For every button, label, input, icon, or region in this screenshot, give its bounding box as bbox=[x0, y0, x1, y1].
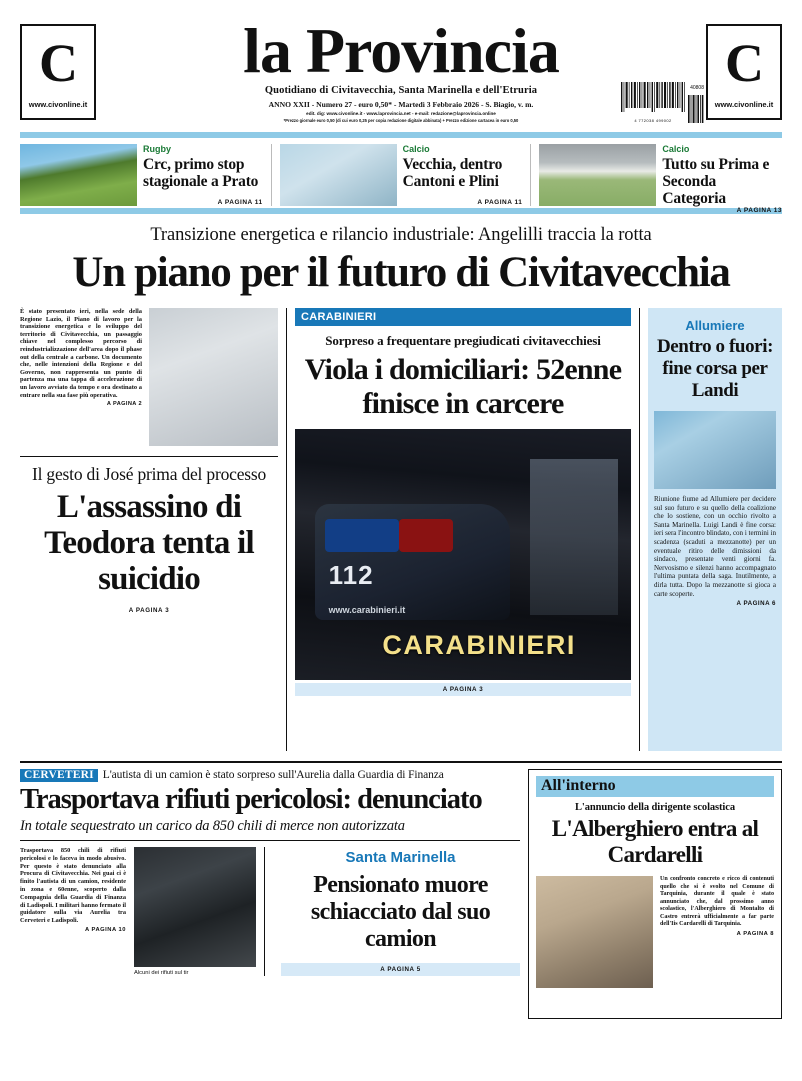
bottom-center-headline[interactable]: Pensionato muore schiacciato dal suo camion bbox=[310, 872, 491, 952]
center-photo-body-text: CARABINIERI bbox=[382, 629, 576, 660]
teaser-rugby[interactable] bbox=[20, 144, 263, 206]
cerveteri-tag: CERVETERI bbox=[20, 769, 98, 782]
police-light-bar bbox=[325, 519, 399, 552]
teaser-photo-rugby bbox=[20, 144, 137, 206]
lead-headline[interactable]: Un piano per il futuro di Civitavecchia bbox=[72, 249, 730, 296]
page-title: la Provincia bbox=[243, 15, 559, 86]
column-left bbox=[20, 308, 278, 751]
center-photo-112-text: 112 bbox=[328, 559, 374, 590]
logo-left[interactable] bbox=[20, 24, 96, 120]
bottom-left-body-copy: Trasportava 850 chili di rifiuti pericolosi e lo faceva in modo abusivo. Per questo è stato denunciato alla Procura di Civitavecchia. Nei guai ci è finito l'autista di un camion, residente in zona e 60enne, scoperto dalla Compagnia della Guardia di Finanza di Ladispoli. I militari hanno fermato il guidatore sulla via Aurelia tra Cerveteri e Ladispoli. bbox=[20, 847, 126, 925]
secondary-occhiello: Il gesto di José prima del processo bbox=[31, 464, 267, 484]
cerveteri-summary-line bbox=[20, 769, 520, 782]
center-headline[interactable]: Viola i domiciliari: 52enne finisce in carcere bbox=[304, 353, 622, 420]
bottom-left-vertical-rule bbox=[264, 847, 265, 976]
bottom-center-page-ref: A PAGINA 5 bbox=[281, 963, 520, 976]
teaser-title: Tutto su Prima e Seconda Categoria bbox=[662, 156, 770, 207]
barcode-supplement-number: 40808 bbox=[690, 85, 704, 91]
teaser-calcio-vecchia[interactable] bbox=[280, 144, 523, 206]
bottom-divider-rule bbox=[20, 761, 782, 763]
right-body-copy: Riunione fiume ad Allumiere per decidere sul suo futuro e su quello della coalizione che lo sostiene, con un occhio rivolto a Santa Marinella. Luigi Landi è fine corsa: ieri sera l'incontro blindato, con i termini in scadenza (scaduti a mezzanotte) per un eventuale ritiro delle dimissioni da sindaco, presentate venti giorni fa. Nervosismo e silenzi hanno accompagnato l'ultima puntata della saga. Inutilmente, a dirla tutta. Dopo la mezzanotte si gioca a carte scoperte. bbox=[654, 495, 776, 598]
secondary-headline[interactable]: L'assassino di Teodora tenta il suicidio bbox=[44, 489, 254, 597]
teaser-photo-footballer bbox=[280, 144, 397, 206]
logo-right-url: www.civonline.it bbox=[714, 99, 774, 109]
teaser-separator bbox=[271, 144, 272, 206]
cerveteri-summary: L'autista di un camion è stato sorpreso sull'Aurelia dalla Guardia di Finanza bbox=[102, 769, 444, 781]
teaser-photo-match bbox=[539, 144, 656, 206]
lead-article bbox=[20, 308, 278, 446]
bottom-left-article bbox=[20, 769, 528, 1019]
bottom-left-page-ref: A PAGINA 10 bbox=[84, 926, 126, 933]
right-kicker: Allumiere bbox=[685, 318, 745, 333]
teaser-kicker: Calcio bbox=[402, 144, 430, 154]
logo-right-letter: C bbox=[725, 32, 763, 93]
barcode-supplement-icon bbox=[688, 95, 704, 123]
bottom-left-photo-waste bbox=[134, 847, 256, 967]
masthead-price-note: *Prezzo giornale euro 0,50 (di cui euro 0,25 per copia redazione digitale abbinata) + Prezzo edizione cartacea in euro 0,50 bbox=[283, 118, 519, 123]
police-light-bar-red bbox=[399, 519, 453, 552]
teaser-page-ref: A PAGINA 13 bbox=[736, 207, 783, 214]
masthead bbox=[20, 0, 782, 128]
bottom-left-flow bbox=[20, 847, 520, 976]
column-center bbox=[286, 308, 640, 751]
bottom-left-photo-caption: Alcuni dei rifiuti sul tir bbox=[134, 970, 189, 976]
center-photo-carabinieri bbox=[295, 429, 631, 680]
lead-occhiello: Transizione energetica e rilancio industriale: Angelilli traccia la rotta bbox=[150, 225, 652, 245]
center-occhiello: Sorpreso a frequentare pregiudicati civitavecchiesi bbox=[325, 333, 601, 348]
right-photo-landi bbox=[654, 411, 776, 489]
logo-left-letter: C bbox=[39, 32, 77, 93]
center-kicker-bar: CARABINIERI bbox=[295, 308, 631, 326]
barcode-main bbox=[621, 82, 685, 123]
teaser-page-ref: A PAGINA 11 bbox=[217, 199, 263, 206]
masthead-center bbox=[96, 15, 706, 123]
bottom-left-rule bbox=[20, 840, 520, 841]
lead-page-ref: A PAGINA 2 bbox=[106, 401, 142, 408]
bottom-right-page-ref: A PAGINA 8 bbox=[736, 930, 774, 937]
teaser-body-calcio-vecchia bbox=[403, 144, 523, 206]
teaser-body-rugby bbox=[143, 144, 263, 206]
teaser-kicker: Rugby bbox=[143, 144, 171, 154]
right-headline[interactable]: Dentro o fuori: fine corsa per Landi bbox=[656, 336, 774, 401]
bottom-grid bbox=[20, 769, 782, 1019]
bottom-right-box bbox=[528, 769, 782, 1019]
background-vehicle-shape bbox=[530, 459, 617, 615]
bottom-center-article bbox=[273, 847, 520, 976]
bottom-left-headline[interactable]: Trasportava rifiuti pericolosi: denunciato bbox=[20, 784, 482, 815]
center-photo-url-text: www.carabinieri.it bbox=[328, 604, 406, 615]
bottom-right-inner bbox=[529, 770, 781, 995]
masthead-web-line: edit. dig: www.civonline.it - www.laprovincia.net - e-mail: redazione@laprovincia.online bbox=[306, 111, 496, 116]
bottom-left-photo-wrap bbox=[134, 847, 256, 976]
center-page-ref: A PAGINA 3 bbox=[295, 683, 631, 696]
teaser-body-calcio-categoria bbox=[662, 144, 783, 214]
logo-left-url: www.civonline.it bbox=[28, 99, 88, 109]
bottom-center-kicker: Santa Marinella bbox=[345, 849, 456, 866]
bottom-right-flow bbox=[536, 876, 774, 988]
teaser-title: Vecchia, dentro Cantoni e Plini bbox=[402, 156, 503, 190]
lead-body-text bbox=[20, 308, 142, 446]
right-body-text bbox=[654, 495, 776, 609]
lead-photo-angelilli bbox=[149, 308, 278, 446]
teaser-separator bbox=[530, 144, 531, 206]
logo-right[interactable] bbox=[706, 24, 782, 120]
bottom-left-body-text bbox=[20, 847, 126, 976]
masthead-issue-line: ANNO XXII - Numero 27 - euro 0,50* - Martedì 3 Febbraio 2026 - S. Biagio, v. m. bbox=[268, 100, 534, 109]
barcode-number: 4 772038 499002 bbox=[634, 118, 672, 123]
teaser-title: Crc, primo stop stagionale a Prato bbox=[143, 156, 259, 190]
secondary-page-ref: A PAGINA 3 bbox=[128, 607, 170, 614]
bottom-right-kicker: All'interno bbox=[536, 776, 774, 797]
teaser-kicker: Calcio bbox=[662, 144, 690, 154]
barcode-icon bbox=[621, 82, 685, 112]
right-page-ref: A PAGINA 6 bbox=[736, 600, 776, 608]
lead-body-copy: È stato presentato ieri, nella sede della Regione Lazio, il Piano di lavoro per la transizione energetica e lo sviluppo del territorio di Civitavecchia, un passaggio chiave nel complesso percorso di reindustrializzazione dell'area dopo il phase out della centrale a carbone. Un documento che, nelle intenzioni della Regione e del Governo, non rappresenta un punto di partenza ma una tappa di accelerazione di un lavoro avviato da tempo e ora destinato a entrare nella sua fase più operativa. bbox=[20, 308, 142, 399]
bottom-right-body-copy: Un confronto concreto e ricco di contenuti quello che si è svolto nel Comune di Tarquinia, durante il quale è stato annunciato che, dal prossimo anno scolastico, l'Alberghiero di Montalto di Castro entrerà ufficialmente a far parte dell'Iis Cardarelli di Tarquinia. bbox=[660, 876, 774, 927]
bottom-right-headline[interactable]: L'Alberghiero entra al Cardarelli bbox=[551, 816, 759, 867]
bottom-left-subtitle: In totale sequestrato un carico da 850 chili di merce non autorizzata bbox=[20, 818, 405, 834]
bottom-right-body-text bbox=[660, 876, 774, 988]
barcode-group bbox=[621, 82, 704, 123]
teaser-strip bbox=[20, 138, 783, 214]
column-right bbox=[648, 308, 782, 751]
teaser-calcio-categoria[interactable] bbox=[539, 144, 783, 214]
masthead-subtitle: Quotidiano di Civitavecchia, Santa Marinella e dell'Etruria bbox=[264, 85, 538, 96]
bottom-right-occhiello: L'annuncio della dirigente scolastica bbox=[575, 802, 735, 813]
main-grid bbox=[20, 308, 782, 751]
bottom-right-photo-school bbox=[536, 876, 653, 988]
teaser-page-ref: A PAGINA 11 bbox=[477, 199, 523, 206]
